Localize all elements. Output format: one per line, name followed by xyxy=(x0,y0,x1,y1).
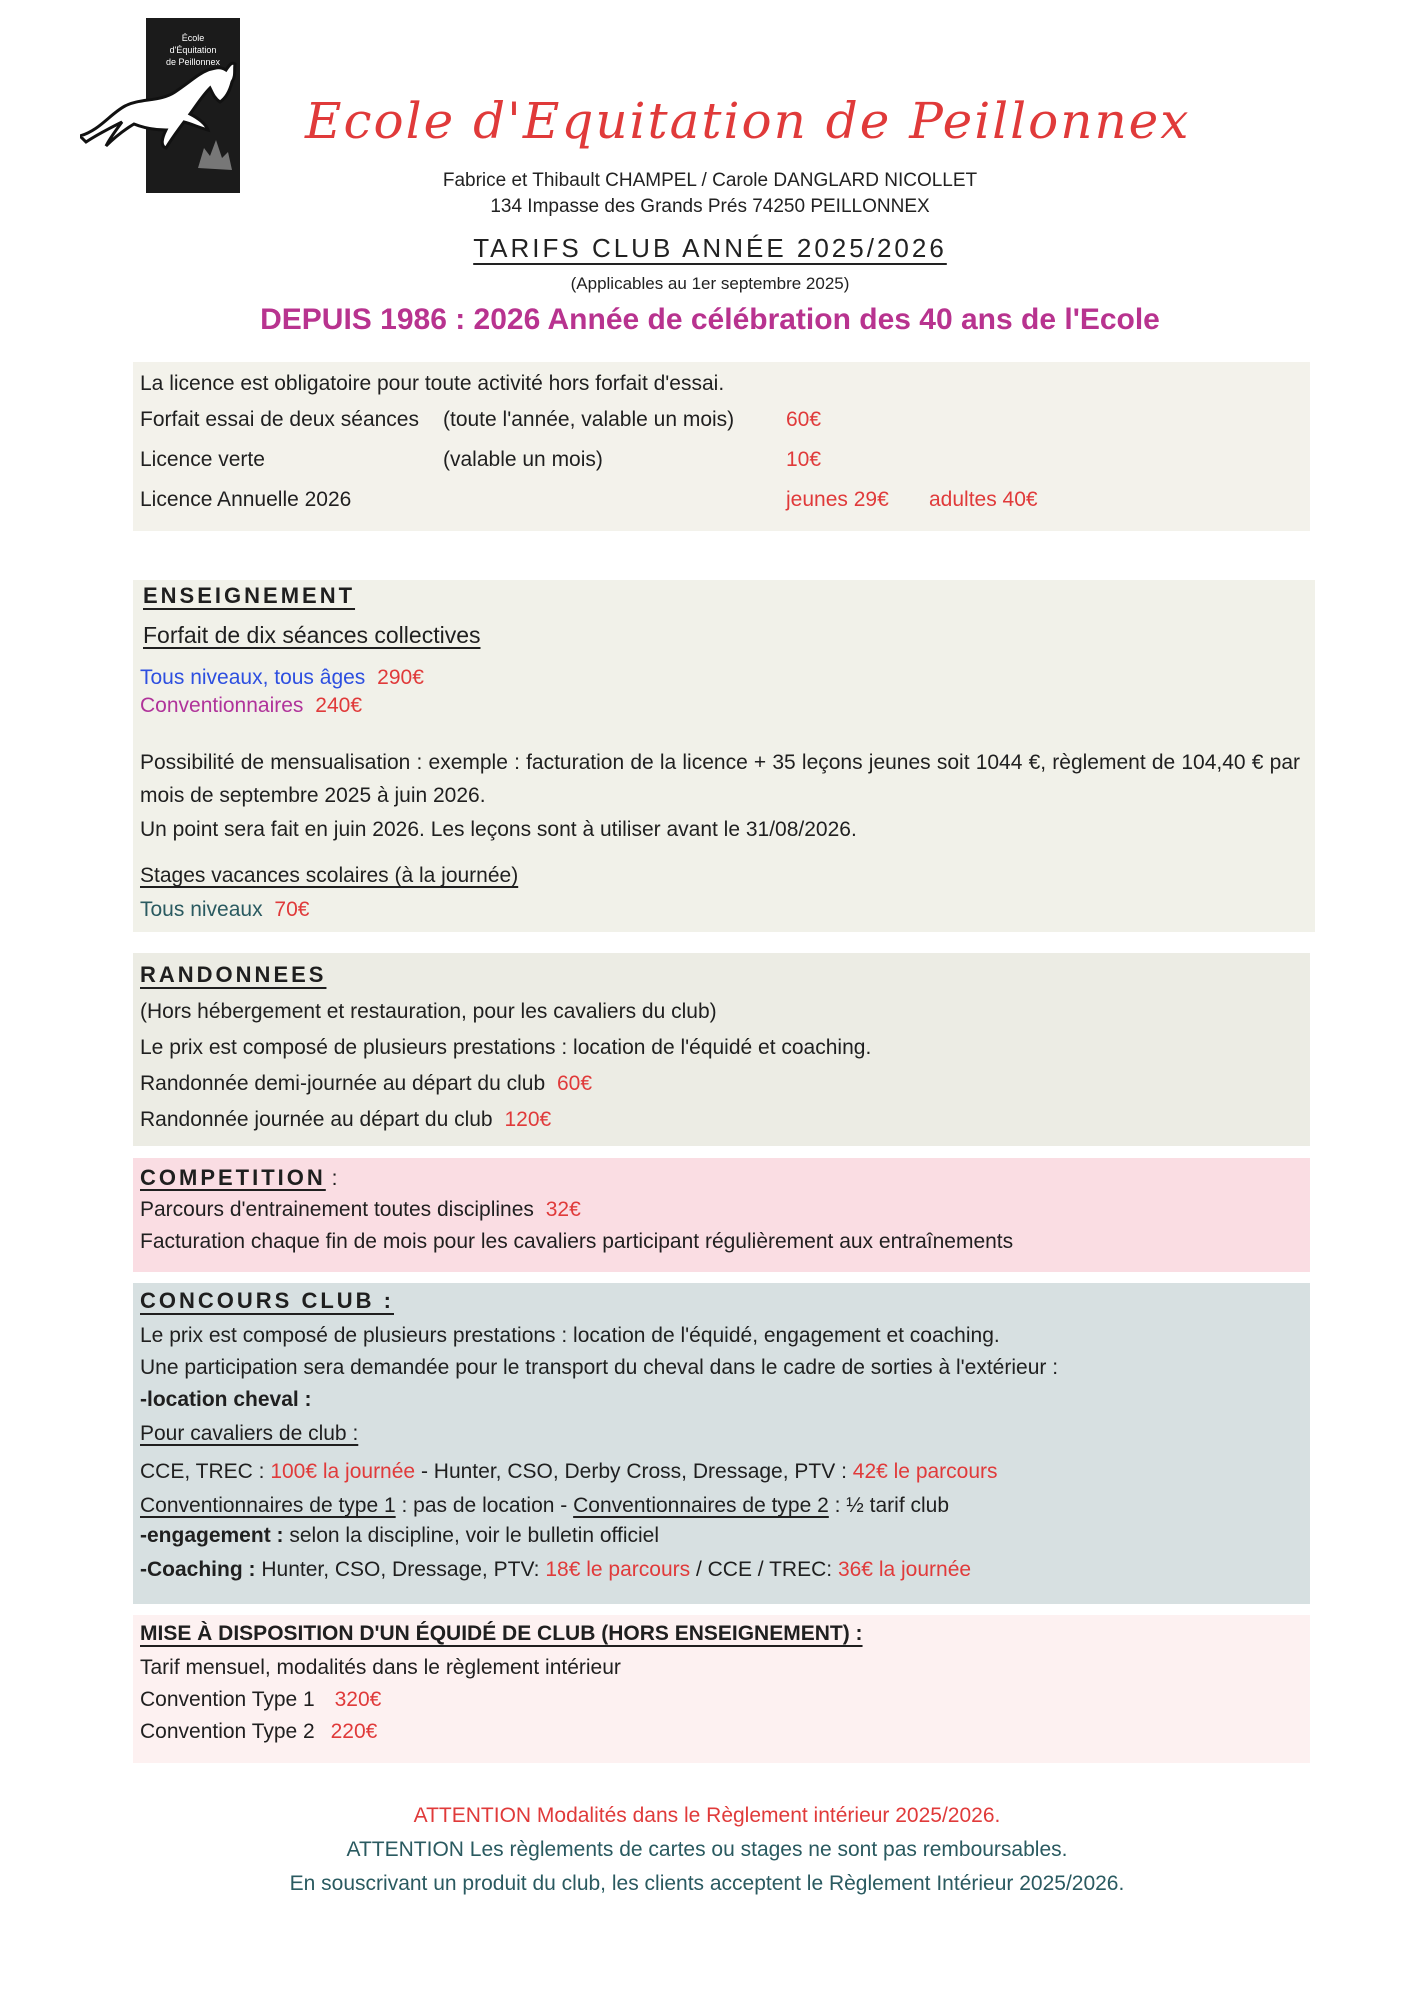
tarifs-heading xyxy=(360,233,1060,264)
footer-conditions: En souscrivant un produit du club, les clients acceptent le Règlement Intérieur 2025/2026. xyxy=(289,1872,1125,1895)
randonnees-full-day xyxy=(140,1108,551,1132)
licence-row-price: 60€ xyxy=(786,408,822,431)
competition-line-1 xyxy=(140,1198,581,1222)
footer-attention-1: ATTENTION Modalités dans le Règlement intérieur 2025/2026. xyxy=(413,1804,1001,1827)
concours-title: CONCOURS CLUB : xyxy=(140,1288,394,1313)
licence-row-label: Licence Annuelle 2026 xyxy=(140,488,352,511)
enseignement-line-1 xyxy=(140,666,424,690)
licence-row-note: (toute l'année, valable un mois) xyxy=(443,408,735,431)
logo-text-line-3: de Peillonnex xyxy=(165,57,221,67)
engagement-text: selon la discipline, voir le bulletin officiel xyxy=(289,1524,660,1547)
competition-line-1-label: Parcours d'entrainement toutes disciplines xyxy=(140,1198,534,1221)
enseignement-line-1-price: 290€ xyxy=(377,666,424,689)
enseignement-title: ENSEIGNEMENT xyxy=(143,583,356,608)
randonnees-half-day-label: Randonnée demi-journée au départ du club xyxy=(140,1072,546,1095)
lecons-note: Un point sera fait en juin 2026. Les leçons sont à utiliser avant le 31/08/2026. xyxy=(140,818,857,841)
hunter-price: 42€ le parcours xyxy=(852,1460,998,1483)
randonnees-half-day xyxy=(140,1072,592,1096)
school-logo xyxy=(80,18,240,193)
competition-line-2: Facturation chaque fin de mois pour les cavaliers participant régulièrement aux entraînements xyxy=(140,1230,1014,1253)
convention-type-2-label: Convention Type 2 xyxy=(140,1720,315,1743)
hunter-label: - Hunter, CSO, Derby Cross, Dressage, PTV : xyxy=(420,1460,847,1483)
conv-type-2-text: : ½ tarif club xyxy=(834,1494,950,1517)
randonnees-half-day-price: 60€ xyxy=(556,1072,593,1095)
footer-attention-2: ATTENTION Les règlements de cartes ou stages ne sont pas remboursables. xyxy=(346,1838,1068,1861)
licence-row-price: 10€ xyxy=(786,448,822,471)
stages-line xyxy=(140,898,309,922)
coaching-price-2: 36€ la journée xyxy=(837,1558,972,1581)
page-title: Ecole d'Equitation de Peillonnex xyxy=(305,92,1191,150)
randonnees-full-day-label: Randonnée journée au départ du club xyxy=(140,1108,493,1131)
cce-line xyxy=(140,1460,998,1484)
enseignement-line-2 xyxy=(140,694,362,718)
stages-price: 70€ xyxy=(274,898,310,921)
randonnees-full-day-price: 120€ xyxy=(504,1108,552,1131)
concours-line-1: Le prix est composé de plusieurs prestations : location de l'équidé, engagement et coaching. xyxy=(140,1324,1000,1347)
convention-type-1 xyxy=(140,1688,381,1712)
address-line: 134 Impasse des Grands Prés 74250 PEILLONNEX xyxy=(490,196,930,217)
concours-line-2: Une participation sera demandée pour le transport du cheval dans le cadre de sorties à l'extérieur : xyxy=(140,1356,1059,1379)
stages-title: Stages vacances scolaires (à la journée) xyxy=(140,864,519,887)
conventionnaires-line xyxy=(140,1494,949,1518)
engagement-label: -engagement : xyxy=(140,1524,284,1547)
owners-line: Fabrice et Thibault CHAMPEL / Carole DANGLARD NICOLLET xyxy=(442,170,978,191)
competition-heading xyxy=(140,1165,337,1191)
logo-text-line-1: École xyxy=(181,33,205,43)
enseignement-line-1-label: Tous niveaux, tous âges xyxy=(140,666,366,689)
licence-row-price: jeunes 29€ xyxy=(786,488,889,511)
enseignement-line-2-label: Conventionnaires xyxy=(140,694,304,717)
licence-row-label: Forfait essai de deux séances xyxy=(140,408,419,431)
enseignement-line-2-price: 240€ xyxy=(315,694,362,717)
location-label: -location cheval : xyxy=(140,1388,312,1411)
applicable-date: (Applicables au 1er septembre 2025) xyxy=(570,274,850,293)
cce-price: 100€ la journée xyxy=(270,1460,416,1483)
licence-row-price-adult: adultes 40€ xyxy=(929,488,1038,511)
conv-type-1: Conventionnaires de type 1 xyxy=(140,1494,396,1517)
enseignement-subtitle: Forfait de dix séances collectives xyxy=(143,622,481,648)
convention-type-2 xyxy=(140,1720,377,1744)
mise-line-1: Tarif mensuel, modalités dans le règlement intérieur xyxy=(140,1656,621,1679)
coaching-separator: / CCE / TREC: xyxy=(695,1558,833,1581)
engagement-line xyxy=(140,1524,659,1548)
logo-text-line-2: d'Équitation xyxy=(169,45,217,55)
licence-row-note: (valable un mois) xyxy=(443,448,603,471)
randonnees-title: RANDONNEES xyxy=(140,962,327,987)
coaching-line xyxy=(140,1558,971,1582)
celebration-banner: DEPUIS 1986 : 2026 Année de célébration des 40 ans de l'Ecole xyxy=(260,303,1160,336)
cce-label: CCE, TREC : xyxy=(140,1460,265,1483)
competition-colon: : xyxy=(325,1167,338,1190)
randonnees-line: Le prix est composé de plusieurs prestations : location de l'équidé et coaching. xyxy=(140,1036,872,1059)
convention-type-1-label: Convention Type 1 xyxy=(140,1688,315,1711)
coaching-text: Hunter, CSO, Dressage, PTV: xyxy=(261,1558,540,1581)
licence-intro: La licence est obligatoire pour toute activité hors forfait d'essai. xyxy=(140,372,725,395)
horse-icon xyxy=(80,18,240,193)
convention-type-2-price: 220€ xyxy=(330,1720,378,1743)
stages-label: Tous niveaux xyxy=(140,898,263,921)
licence-row-label: Licence verte xyxy=(140,448,265,471)
competition-line-1-price: 32€ xyxy=(545,1198,581,1221)
coaching-label: -Coaching : xyxy=(140,1558,256,1581)
mise-title: MISE À DISPOSITION D'UN ÉQUIDÉ DE CLUB (HORS ENSEIGNEMENT) : xyxy=(140,1622,863,1645)
tarifs-heading-text: TARIFS CLUB ANNÉE 2025/2026 xyxy=(473,233,947,263)
randonnees-line: (Hors hébergement et restauration, pour les cavaliers du club) xyxy=(140,1000,717,1023)
mensualisation-paragraph: Possibilité de mensualisation : exemple : facturation de la licence + 35 leçons jeunes soit 1044 €, règlement de 104,40 € par mois de septembre 2025 à juin 2026. xyxy=(140,751,1300,807)
conv-type-2: Conventionnaires de type 2 xyxy=(573,1494,829,1517)
coaching-price-1: 18€ le parcours xyxy=(545,1558,691,1581)
conv-type-1-text: : pas de location - xyxy=(401,1494,568,1517)
competition-title: COMPETITION xyxy=(140,1165,326,1190)
convention-type-1-price: 320€ xyxy=(334,1688,382,1711)
pour-cavaliers: Pour cavaliers de club : xyxy=(140,1422,359,1445)
